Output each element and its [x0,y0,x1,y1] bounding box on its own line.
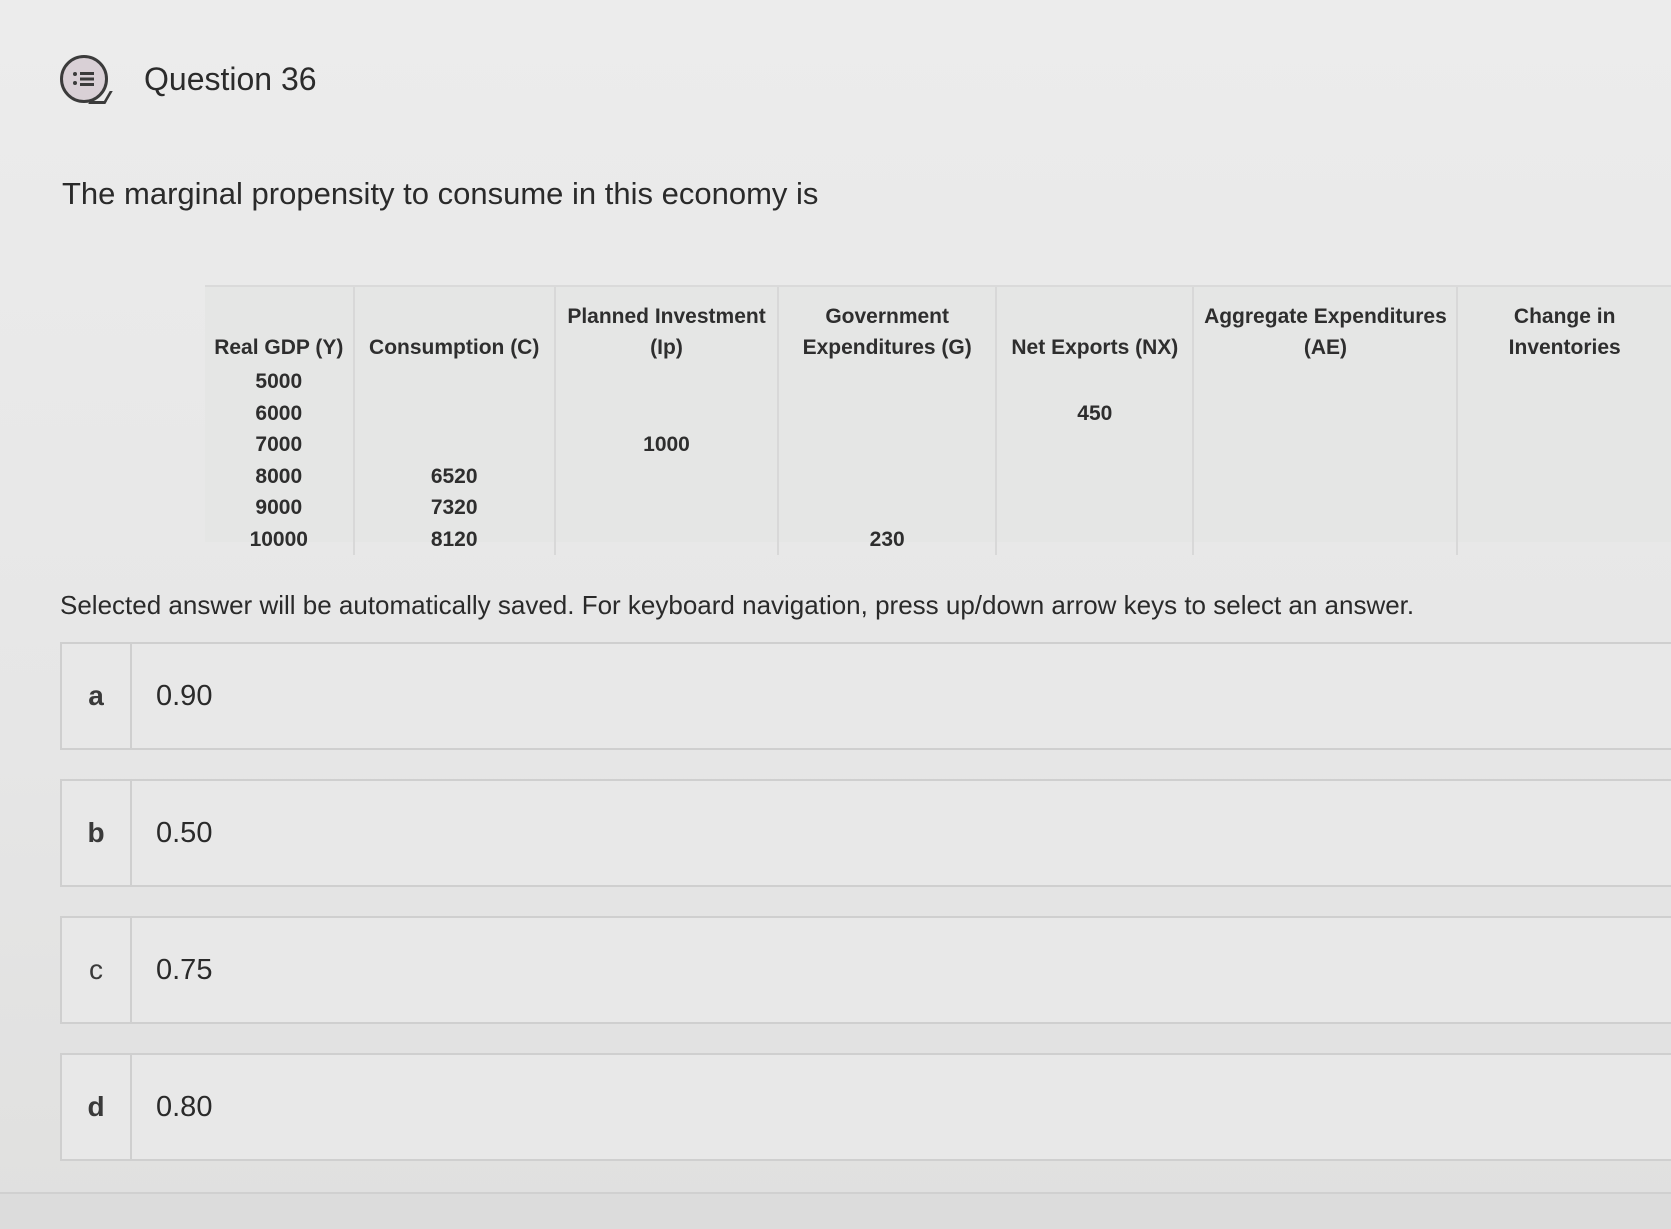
economy-table [205,287,1671,555]
answer-option-b[interactable] [60,779,1671,887]
page-footer-divider [0,1192,1671,1229]
header-consumption: Consumption (C) [354,287,555,366]
table-cell: 10000 [205,524,354,556]
table-cell [996,524,1193,556]
option-value: 0.80 [156,1090,213,1123]
table-cell [1193,461,1457,493]
table-cell [1193,492,1457,524]
table-header-row [205,287,1671,366]
header-planned-investment: Planned Investment (Ip) [555,287,778,366]
table-cell [555,492,778,524]
table-cell [555,524,778,556]
option-letter: c [62,918,132,1022]
table-cell: 7000 [205,429,354,461]
question-header [60,55,317,103]
table-cell: 6000 [205,398,354,430]
table-cell: 450 [996,398,1193,430]
option-value: 0.90 [156,679,213,712]
table-cell: 8120 [354,524,555,556]
table-cell [354,398,555,430]
answer-instructions: Selected answer will be automatically saved. For keyboard navigation, press up/down arrow keys to select an answer. [60,590,1415,620]
answer-option-a[interactable] [60,642,1671,750]
table-cell [778,398,996,430]
option-value: 0.75 [156,953,213,986]
table-cell: 9000 [205,492,354,524]
question-list-icon [60,55,108,103]
table-cell: 230 [778,524,996,556]
table-cell [778,492,996,524]
table-row [205,398,1671,430]
table-cell [555,461,778,493]
option-value: 0.50 [156,816,213,849]
header-government-expenditures: Government Expenditures (G) [778,287,996,366]
header-net-exports: Net Exports (NX) [996,287,1193,366]
table-cell [1457,429,1671,461]
option-letter: a [62,644,132,748]
table-row [205,461,1671,493]
economy-table-image [205,285,1671,551]
table-cell [1193,429,1457,461]
table-cell [1457,366,1671,398]
table-row [205,524,1671,556]
table-cell [555,366,778,398]
table-cell: 5000 [205,366,354,398]
table-cell [996,366,1193,398]
table-row [205,366,1671,398]
table-cell [1193,398,1457,430]
table-cell [1457,398,1671,430]
answer-option-c[interactable] [60,916,1671,1024]
table-cell [354,429,555,461]
table-cell: 8000 [205,461,354,493]
answer-options [60,642,1671,1190]
table-cell [354,366,555,398]
table-cell: 7320 [354,492,555,524]
table-cell: 6520 [354,461,555,493]
table-row [205,492,1671,524]
table-cell [778,429,996,461]
table-cell [778,461,996,493]
table-cell [1457,492,1671,524]
table-cell [555,398,778,430]
table-row [205,429,1671,461]
table-cell: 1000 [555,429,778,461]
option-letter: d [62,1055,132,1159]
header-aggregate-expenditures: Aggregate Expenditures (AE) [1193,287,1457,366]
table-cell [1457,524,1671,556]
table-cell [1457,461,1671,493]
table-cell [1193,366,1457,398]
table-cell [996,429,1193,461]
header-change-in-inventories: Change in Inventories [1508,305,1621,359]
option-letter: b [62,781,132,885]
table-cell [778,366,996,398]
question-title: Question 36 [144,60,317,97]
table-cell [996,492,1193,524]
header-real-gdp: Real GDP (Y) [205,287,354,366]
table-cell [1193,524,1457,556]
answer-option-d[interactable] [60,1053,1671,1161]
question-prompt: The marginal propensity to consume in this economy is [62,176,819,211]
table-cell [996,461,1193,493]
